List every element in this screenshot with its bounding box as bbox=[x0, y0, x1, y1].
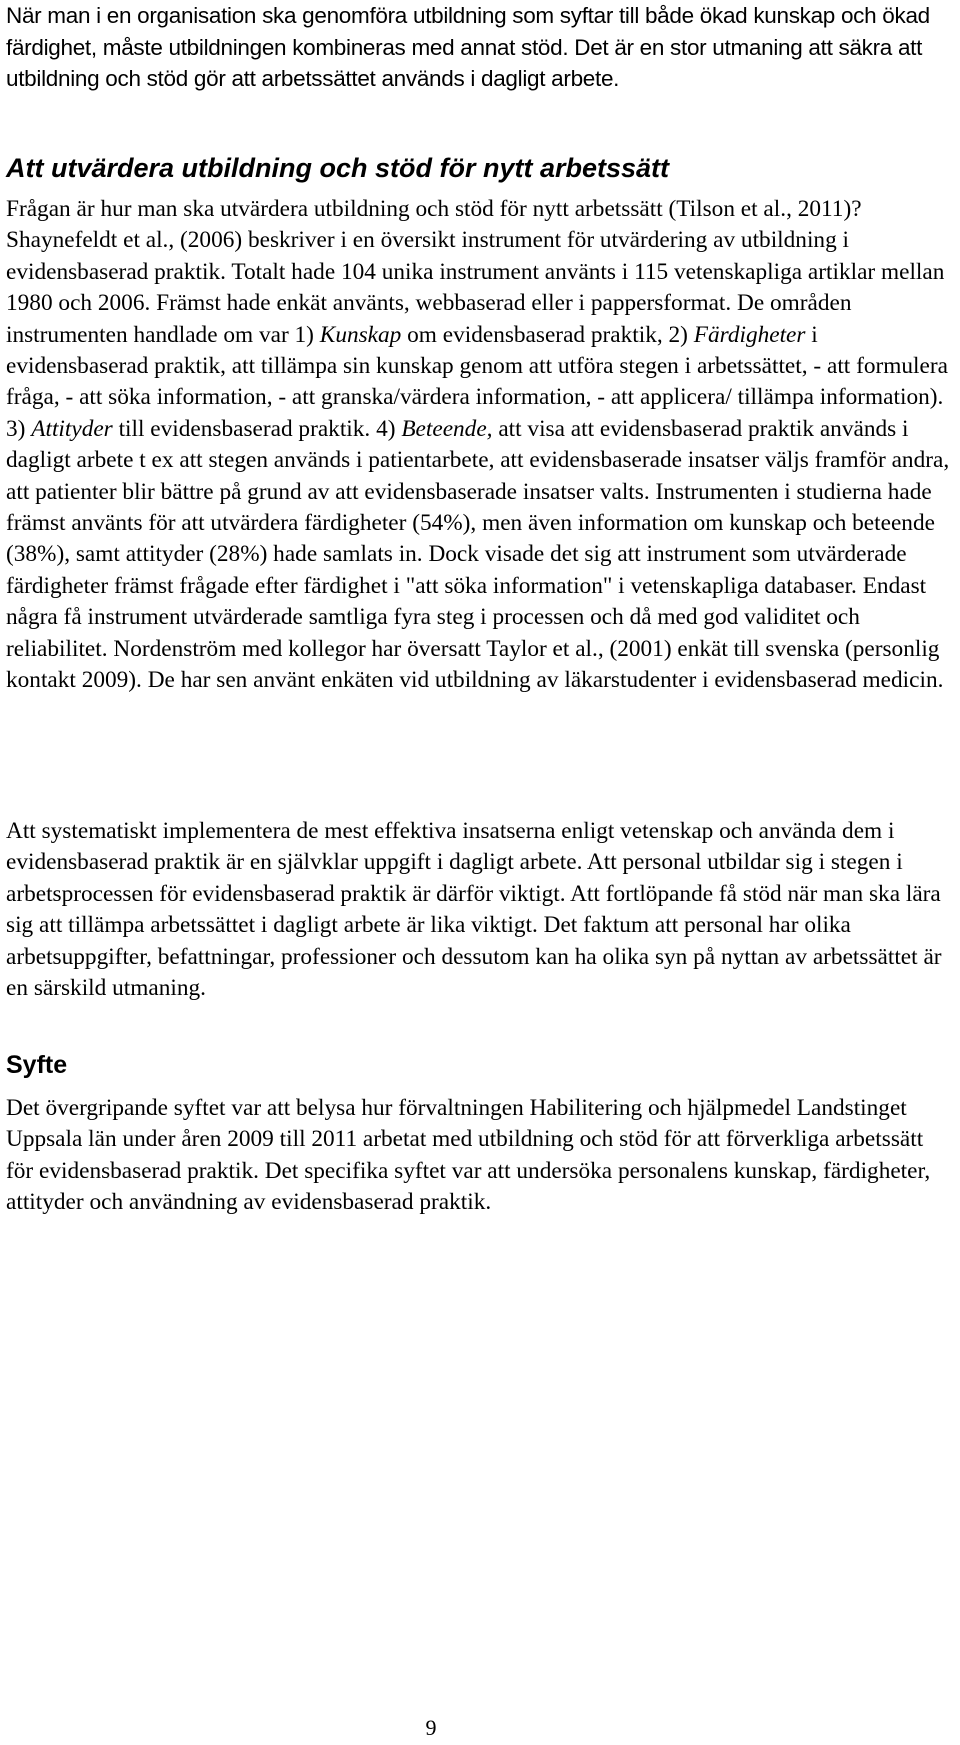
emphasis-beteende: Beteende, bbox=[401, 415, 493, 442]
implementation-paragraph: Att systematiskt implementera de mest effektiva insatserna enligt vetenskap och använda dem i evidensbaserad praktik är en självklar uppgift i dagligt arbete. Att personal utbildar sig i stegen i arbetsprocessen för evidensbaserad praktik är därför viktigt. Att fortlöpande få stöd när man ska lära sig att tillämpa arbetssättet i dagligt arbete är lika viktigt. Det faktum att personal har olika arbetsuppgifter, befattningar, professioner och dessutom kan ha olika syn på nyttan av arbetssättet är en särskild utmaning. bbox=[6, 818, 942, 1002]
intro-paragraph: När man i en organisation ska genomföra utbildning som syftar till både ökad kunskap och ökad färdighet, måste utbildningen kombineras med annat stöd. Det är en stor utmaning att säkra att utbildning och stöd gör att arbetssättet används i dagligt arbete. bbox=[6, 3, 930, 91]
page-number: 9 bbox=[425, 1715, 437, 1740]
emphasis-kunskap: Kunskap bbox=[319, 321, 402, 348]
text-run: till evidensbaserad praktik. 4) bbox=[112, 415, 402, 442]
text-run: att visa att evidensbaserad praktik används i dagligt arbete t ex att stegen används i patientarbete, att evidensbaserade insatser väljs framför andra, att patienter blir bättre på grund av att evidensbaserade insatser valts. Instrumenten i studierna hade främst använts för att utvärdera färdigheter (54%), men även information om kunskap och beteende (38%), samt attityder (28%) hade samlats in. Dock visade det sig att instrument som utvärderade färdigheter främst frågade efter färdighet i "att söka information" i vetenskapliga databaser. Endast några få instrument utvärderade samtliga fyra steg i processen och då med god validitet och reliabilitet. Nordenström med kollegor har översatt Taylor et al., (2001) enkät till svenska (personlig kontakt 2009). De har sen använt enkäten vid utbildning av läkarstudenter i evidensbaserad medicin. bbox=[6, 415, 950, 694]
section-heading-evaluation: Att utvärdera utbildning och stöd för nytt arbetssätt bbox=[6, 153, 670, 183]
evaluation-paragraph bbox=[6, 194, 950, 697]
text-run: om evidensbaserad praktik, 2) bbox=[401, 321, 694, 348]
section-heading-syfte: Syfte bbox=[6, 1051, 68, 1079]
emphasis-fardigheter: Färdigheter bbox=[693, 321, 806, 348]
text-run: i evidensbaserad praktik, att tillämpa sin kunskap genom att utföra stegen i arbetssättet, - att formulera fråga, - att söka information, - att granska/värdera information, - att applicera/ tillämpa information). 3) bbox=[6, 321, 948, 442]
text-run: Frågan är hur man ska utvärdera utbildning och stöd för nytt arbetssätt (Tilson et al., 2011)? Shaynefeldt et al., (2006) beskriver i en översikt instrument för utvärdering av utbildning i evidensbaserad praktik. Totalt hade 104 unika instrument använts i 115 vetenskapliga artiklar mellan 1980 och 2006. Främst hade enkät använts, webbaserad eller i pappersformat. De områden instrumenten handlade om var 1) bbox=[6, 196, 945, 348]
emphasis-attityder: Attityder bbox=[31, 415, 113, 442]
syfte-paragraph: Det övergripande syftet var att belysa hur förvaltningen Habilitering och hjälpmedel Landstinget Uppsala län under åren 2009 till 2011 arbetat med utbildning och stöd för att förverkliga arbetssätt för evidensbaserad praktik. Det specifika syftet var att undersöka personalens kunskap, färdigheter, attityder och användning av evidensbaserad praktik. bbox=[6, 1095, 931, 1216]
